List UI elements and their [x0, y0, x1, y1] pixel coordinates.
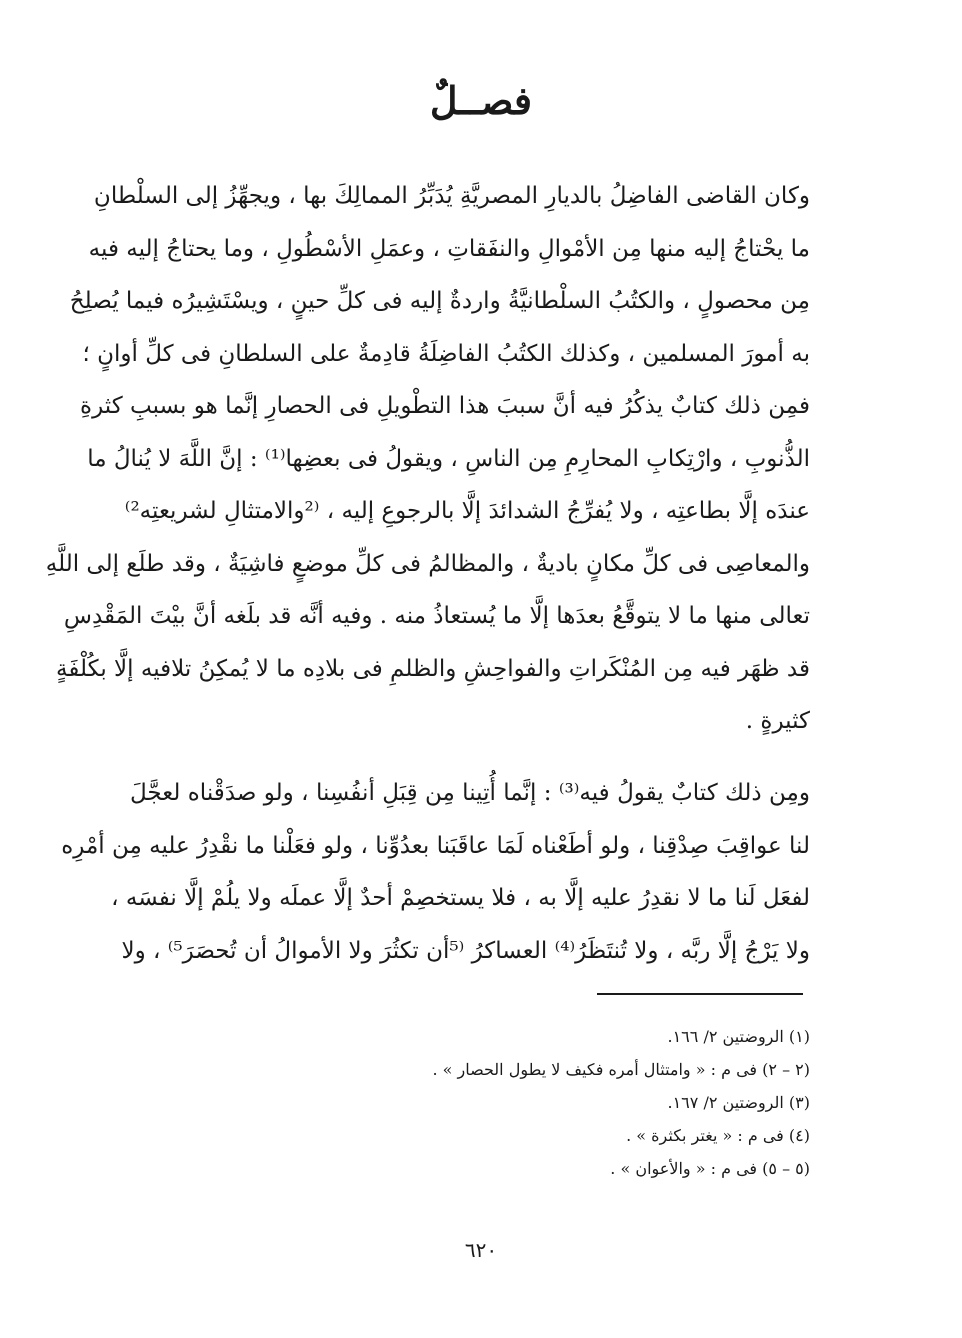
text-line: وكان القاضى الفاضِلُ بالديارِ المصريَّةِ يُدَبِّرُ الممالِكَ بها ، ويجهِّزُ إلى السلْطانِ — [93, 183, 810, 209]
text-line: كثيرةٍ . — [745, 708, 810, 734]
footnote-item: (٢ – ٢) فى م : « وامتثال أمره فكيف لا يطول الحصار » . — [432, 1060, 810, 1079]
body-paragraph-2 — [61, 767, 810, 977]
footnote-divider — [597, 993, 803, 995]
text-line: عندَه إلَّا بطاعتِه ، ولا يُفرِّجُ الشدائدَ إلَّا بالرجوعِ إليه ، ⁽²والامتثالِ لشريعتِه²⁾ — [124, 498, 810, 524]
text-line: ولا يَرْجُ إلَّا ربَّه ، ولا تُنتَظَرُ⁽⁴⁾ العساكرُ ⁽⁵أن تكثُرَ ولا الأموالُ أن تُحصَرَ⁵⁾ ، ولا — [121, 937, 810, 964]
text-line: لفعَل لَنا ما لا نقدِرُ عليه إلَّا به ، فلا يستخصِمْ أحدٌ إلَّا عملَه ولا يلُمْ إلَّا نفسَه ، — [111, 885, 810, 911]
page-number: ٦٢٠ — [464, 1238, 498, 1262]
footnote-item: (١) الروضتين ٢/ ١٦٦. — [667, 1027, 810, 1046]
footnotes — [250, 1020, 810, 1185]
footnote-item: (٤) فى م : « يغتر بكثرة » . — [626, 1126, 810, 1145]
text-line: قد ظهَر فيه مِن المُنْكَراتِ والفواحِشِ والظلمِ فى بلادِه ما لا يُمكِنُ تلافيه إلَّا بكُلْفَةٍ — [56, 655, 810, 682]
text-line: فمِن ذلك كتابٌ يذكُرُ فيه أنَّ سببَ هذا التطْويلِ فى الحصارِ إنَّما هو بسببِ كثرةِ — [80, 393, 810, 419]
text-line: ما يحْتاجُ إليه منها مِن الأمْوالِ والنفَقاتِ ، وعمَلِ الأسْطُولِ ، وما يحتاجُ إليه فيه — [88, 235, 810, 262]
footnote-item: (٣) الروضتين ٢/ ١٦٧. — [667, 1093, 810, 1112]
text-line: الذُّنوبِ ، وارْتِكابِ المحارِمِ مِن الناسِ ، ويقولُ فى بعضِها⁽¹⁾ : إنَّ اللَّهَ لا يُنالُ ما — [87, 445, 810, 472]
text-line: مِن محصولٍ ، والكتُبُ السلْطانيَّةُ واردةٌ إليه فى كلِّ حينٍ ، ويسْتَشِيرُه فيما يُصلِحُ — [69, 288, 810, 314]
footnote-item: (٥ – ٥) فى م : « والأعوان » . — [610, 1159, 810, 1178]
body-paragraph-1 — [45, 170, 810, 748]
text-line: ومِن ذلك كتابٌ يقولُ فيه⁽³⁾ : إنَّما أُتِينا مِن قِبَلِ أنفُسِنا ، ولو صدَقْناه لعجَّلَ — [130, 780, 810, 806]
text-line: تعالى منها ما لا يتوقَّعُ بعدَها إلَّا ما يُستعاذُ منه . وفيه أنَّه قد بلَغه أنَّ بيْتَ المَقْدِسِ — [63, 603, 810, 629]
text-line: والمعاصِى فى كلِّ مكانٍ باديةٌ ، والمظالمُ فى كلِّ موضعٍ فاشِيَةٌ ، وقد طلَع إلى اللَّهِ — [45, 550, 810, 577]
text-line: لنا عواقِبَ صِدْقِنا ، ولو أطَعْناه لَمَا عاقَبَنا بعدُوِّنا ، ولو فعَلْنا ما نقْدِرُ عليه مِن أمْرِه — [61, 832, 810, 859]
text-line: به أمورَ المسلمين ، وكذلك الكتُبُ الفاضِلَةُ قادِمةٌ على السلطانِ فى كلِّ أوانٍ ؛ — [82, 340, 810, 367]
section-heading: فصــلٌ — [429, 78, 533, 123]
